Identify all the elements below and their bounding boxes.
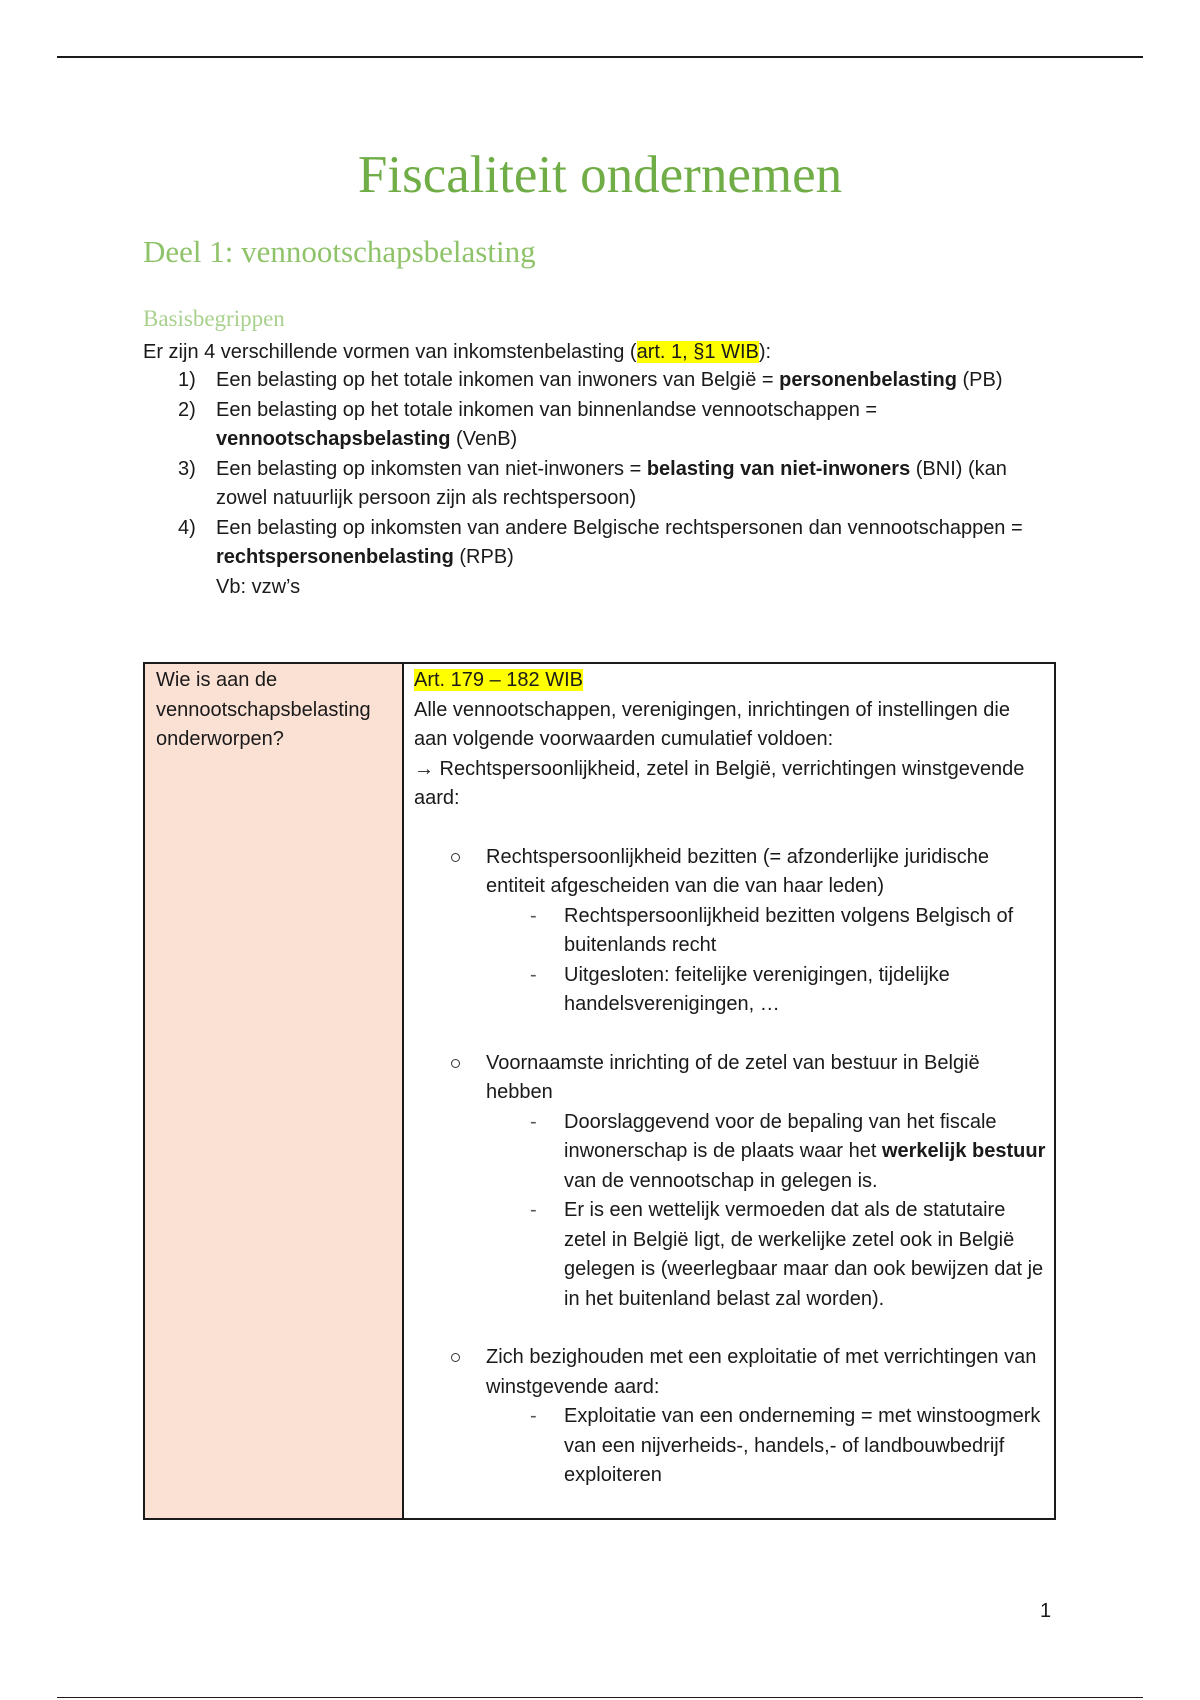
article-reference: Art. 179 – 182 WIB (414, 669, 583, 691)
subject-table (143, 662, 1056, 1520)
answer-lead: Alle vennootschappen, verenigingen, inrichtingen of instellingen die aan volgende voorwaarden cumulatief voldoen: (414, 698, 1010, 750)
table-answer-cell (406, 664, 1054, 1518)
circle-bullet-icon (451, 1353, 460, 1362)
page-number: 1 (1040, 1600, 1052, 1622)
dash-bullet-icon: - (530, 904, 537, 927)
header-rule (57, 56, 1143, 58)
dash-bullet-icon: - (530, 1405, 537, 1427)
condition-item: Voornaamste inrichting of de zetel van bestuur in België hebben (414, 1049, 1048, 1108)
sub-bullet: - Er is een wettelijk vermoeden dat als de statutaire zetel in België ligt, de werkelijke zetel ook in België gelegen is (weerlegbaar maar dan ook bewijzen dat je in het buitenland belast zal worden). (414, 1196, 1048, 1314)
intro-paragraph: Er zijn 4 verschillende vormen van inkomstenbelasting (art. 1, §1 WIB): (143, 341, 772, 363)
list-item: 2) Een belasting op het totale inkomen van binnenlandse vennootschappen = vennootschapsbelasting (VenB) (178, 398, 878, 450)
tax-forms-list (178, 366, 1058, 602)
dash-bullet-icon: - (530, 1199, 537, 1221)
circle-bullet-icon (451, 1059, 460, 1068)
heading-deel-1: Deel 1: vennootschapsbelasting (143, 234, 536, 269)
sub-bullet: - Exploitatie van een onderneming = met winstoogmerk van een nijverheids-, handels,- of landbouwbedrijf exploiteren (414, 1402, 1048, 1491)
condition-item: Zich bezighouden met een exploitatie of met verrichtingen van winstgevende aard: (414, 1343, 1048, 1402)
dash-bullet-icon: - (530, 963, 537, 986)
sub-bullet: - Uitgesloten: feitelijke verenigingen, tijdelijke handelsverenigingen, … (414, 961, 1048, 1020)
table-question-cell: Wie is aan de vennootschapsbelasting onderworpen? (145, 664, 404, 1518)
answer-arrow-line: → Rechtspersoonlijkheid, zetel in België, verrichtingen winstgevende aard: (414, 757, 1025, 809)
document-title: Fiscaliteit ondernemen (357, 146, 843, 204)
sub-bullet: - Doorslaggevend voor de bepaling van het fiscale inwonerschap is de plaats waar het werkelijk bestuur van de vennootschap in gelegen is. (414, 1108, 1048, 1197)
list-example: Vb: vzw’s (216, 575, 301, 598)
article-highlight: art. 1, §1 WIB (636, 341, 759, 363)
sub-bullet: - Rechtspersoonlijkheid bezitten volgens Belgisch of buitenlands recht (414, 902, 1048, 961)
footer-rule (57, 1697, 1143, 1698)
circle-bullet-icon (451, 853, 460, 862)
condition-item: Rechtspersoonlijkheid bezitten (= afzonderlijke juridische entiteit afgescheiden van die van haar leden) (414, 843, 1048, 902)
list-item: 1) Een belasting op het totale inkomen van inwoners van België = personenbelasting (PB) (178, 369, 1003, 391)
list-item: 4) Een belasting op inkomsten van andere Belgische rechtspersonen dan vennootschappen = rechtspersonenbelasting (RPB) Vb: vzw’s (178, 516, 1023, 598)
list-item: 3) Een belasting op inkomsten van niet-inwoners = belasting van niet-inwoners (BNI) (kan zowel natuurlijk persoon zijn als rechtspersoon) (178, 457, 1007, 509)
heading-basisbegrippen: Basisbegrippen (143, 306, 285, 331)
dash-bullet-icon: - (530, 1110, 537, 1133)
